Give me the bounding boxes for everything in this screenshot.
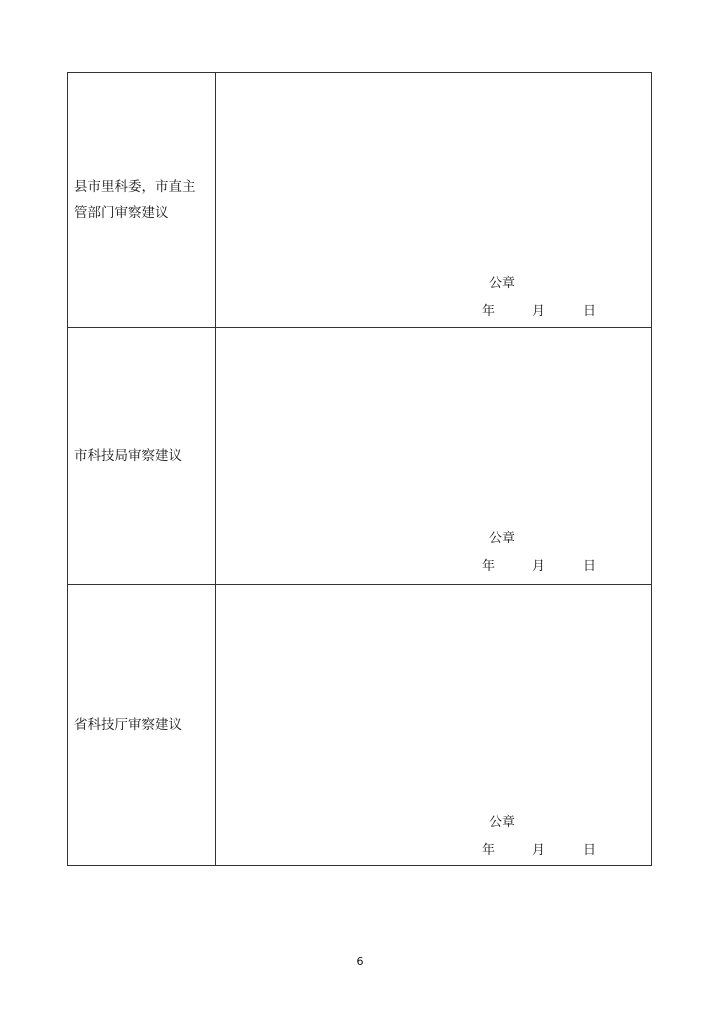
- county-seal-label: 公章: [489, 276, 516, 291]
- province-year-label: 年: [482, 842, 496, 858]
- city-review-label-text: 市科技局审察建议: [74, 447, 182, 464]
- county-year-label: 年: [482, 304, 496, 319]
- province-review-label-text: 省科技厅审察建议: [74, 716, 182, 733]
- province-review-content[interactable]: [216, 584, 652, 865]
- county-day-label: 日: [583, 304, 597, 319]
- city-seal-label: 公章: [489, 531, 516, 547]
- province-seal-label: 公章: [489, 814, 516, 830]
- city-year-label: 年: [482, 559, 496, 575]
- county-review-row: [68, 73, 652, 328]
- city-month-label: 月: [532, 559, 546, 575]
- page-number: 6: [356, 955, 364, 968]
- county-review-label-line2: 管部门审察建议: [74, 205, 169, 222]
- city-review-row: [68, 328, 652, 584]
- review-form-table: [67, 72, 652, 866]
- city-review-label: [68, 328, 216, 584]
- city-day-label: 日: [583, 559, 597, 575]
- county-review-label: [68, 73, 216, 328]
- county-month-label: 月: [532, 304, 546, 319]
- city-review-content[interactable]: [216, 328, 652, 584]
- province-day-label: 日: [583, 842, 597, 858]
- county-review-label-line1: 县市里科委，市直主: [74, 179, 196, 196]
- province-review-row: [68, 584, 652, 865]
- province-review-label: [68, 584, 216, 865]
- province-month-label: 月: [532, 842, 546, 858]
- county-review-content[interactable]: [216, 73, 652, 328]
